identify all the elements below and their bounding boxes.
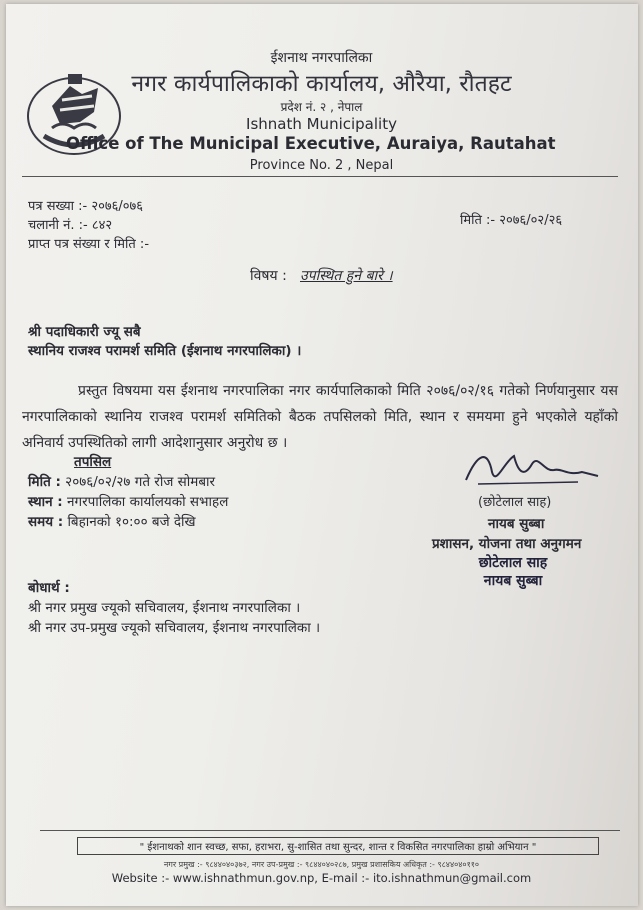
schedule-time-value: बिहानको १०:०० बजे देखि (67, 514, 196, 530)
schedule-time (28, 512, 196, 530)
footer-website: Website :- www.ishnathmun.gov.np, E-mail :- ito.ishnathmun@gmail.com (111, 871, 532, 885)
schedule-title: तपसिल (74, 454, 112, 470)
body-paragraph: प्रस्तुत विषयमा यस ईशनाथ नगरपालिका नगर कार्यपालिकाको मिति २०७६/०२/१६ गतेको निर्णयानुसार यस नगरपालिकाको स्थानिय राजश्व परामर्श समितिको बैठक तपसिलको मिति, स्थान र समयमा हुने भएकोले यहाँको अनिवार्य उपस्थितिको लागी आदेशानुसार अनुरोध छ । (22, 383, 618, 451)
footer-slogan: " ईशनाथको शान स्वच्छ, सफा, हराभरा, सु-शासित तथा सुन्दर, शान्त र विकसित नगरपालिका हाम्रो अभियान " (77, 837, 599, 855)
handwritten-signature (458, 442, 608, 492)
signatory-section: प्रशासन, योजना तथा अनुगमन (432, 536, 582, 552)
schedule-place-label: स्थान : (28, 494, 63, 510)
letter-date: मिति :- २०७६/०२/२६ (460, 213, 563, 228)
province-np: प्रदेश नं. २ , नेपाल (280, 100, 363, 114)
cc-title: बोधार्थ : (28, 580, 70, 596)
stamp-name: छोटेलाल साह (478, 555, 548, 571)
signatory-stamp (448, 554, 578, 590)
signatory-post: नायब सुब्बा (488, 516, 545, 532)
stamp-post: नायब सुब्बा (483, 573, 543, 589)
subject-label: विषय : (250, 268, 287, 284)
office-name-np: नगर कार्यपालिकाको कार्यालय, औरैया, रौतहट (131, 71, 512, 97)
schedule-date-value: २०७६/०२/२७ गते रोज सोमबार (65, 474, 216, 490)
letter-number: पत्र सख्या :- २०७६/०७६ (28, 199, 144, 214)
schedule-date-label: मिति : (28, 474, 61, 490)
received-number: प्राप्त पत्र संख्या र मिति :- (28, 237, 150, 252)
province-en: Province No. 2 , Nepal (249, 158, 394, 173)
dispatch-number: चलानी नं. :- ८४२ (28, 218, 113, 233)
office-name-en: Office of The Municipal Executive, Auraiya, Rautahat (66, 134, 556, 153)
cc-line-1: श्री नगर प्रमुख ज्यूको सचिवालय, ईशनाथ नगरपालिका । (28, 600, 301, 616)
footer-divider (40, 830, 620, 831)
signatory-name: (छोटेलाल साह) (478, 495, 552, 510)
subject-text: उपस्थित हुने बारे । (300, 268, 393, 284)
schedule-time-label: समय : (28, 514, 64, 530)
schedule-date (28, 472, 215, 490)
footer-phones: नगर प्रमुख :- ९८४४०४०३७२, नगर उप-प्रमुख :- ९८४४०४०२८७, प्रमुख प्रशासकिय अधिकृत :- ९८४४०४०११० (163, 860, 480, 869)
addressee-line-2: स्थानिय राजश्व परामर्श समिति (ईशनाथ नगरपालिका) । (28, 343, 302, 359)
addressee-line-1: श्री पदाधिकारी ज्यू सबै (28, 324, 141, 340)
schedule-place (28, 492, 228, 510)
schedule-place-value: नगरपालिका कार्यालयको सभाहल (67, 494, 229, 510)
header-divider (22, 176, 618, 177)
municipality-name-en: Ishnath Municipality (246, 115, 397, 133)
cc-line-2: श्री नगर उप-प्रमुख ज्यूको सचिवालय, ईशनाथ नगरपालिका । (28, 620, 321, 636)
municipality-name-np: ईशनाथ नगरपालिका (270, 50, 373, 66)
